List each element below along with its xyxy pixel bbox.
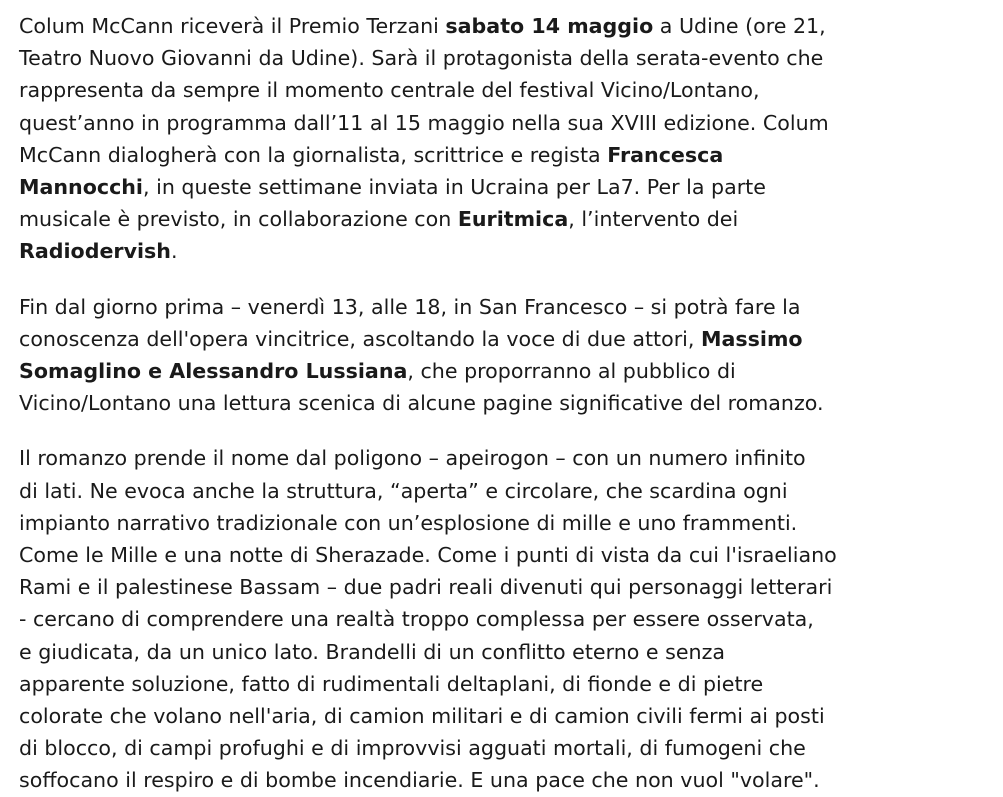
text-segment: quest’anno in programma dall’11 al 15 maggio nella sua XVIII edizione. Colum bbox=[19, 110, 829, 135]
text-segment: Colum McCann riceverà il Premio Terzani bbox=[19, 14, 446, 38]
text-line bbox=[19, 475, 987, 507]
text-segment: - cercano di comprendere una realtà troppo complessa per essere osservata, bbox=[19, 607, 814, 632]
text-segment: impianto narrativo tradizionale con un’esplosione di mille e uno frammenti. bbox=[19, 510, 798, 535]
text-segment: Fin dal giorno prima – venerdì 13, alle 18, in San Francesco – si potrà fare la bbox=[19, 294, 801, 319]
text-line bbox=[19, 235, 987, 267]
text-segment: apparente soluzione, fatto di rudimentali deltaplani, di fionde e di pietre bbox=[19, 671, 764, 696]
bold-text: Massimo bbox=[701, 326, 803, 351]
bold-text: Radiodervish bbox=[19, 239, 171, 264]
text-segment: Teatro Nuovo Giovanni da Udine). Sarà il protagonista della serata-evento che bbox=[19, 46, 824, 71]
text-segment: . bbox=[170, 239, 178, 264]
article-paragraph bbox=[19, 10, 987, 268]
text-segment: , l’intervento dei bbox=[568, 207, 739, 232]
text-segment: Rami e il palestinese Bassam – due padri reali divenuti qui personaggi letterari bbox=[19, 575, 833, 600]
article-paragraph bbox=[19, 291, 987, 420]
text-line bbox=[19, 539, 987, 571]
text-segment: McCann dialogherà con la giornalista, scrittrice e regista bbox=[19, 142, 608, 167]
text-line bbox=[19, 355, 987, 387]
text-line bbox=[19, 10, 987, 42]
text-line bbox=[19, 107, 987, 139]
text-line bbox=[19, 442, 987, 474]
text-segment: Come le Mille e una notte di Sherazade. Come i punti di vista da cui l'israeliano bbox=[19, 543, 837, 568]
bold-text: sabato 14 maggio bbox=[445, 14, 654, 38]
bold-text: Mannocchi bbox=[19, 175, 143, 200]
text-line bbox=[19, 571, 987, 603]
text-segment: a Udine (ore 21, bbox=[653, 14, 826, 38]
bold-text: Euritmica bbox=[457, 207, 569, 232]
article-paragraph bbox=[19, 442, 987, 796]
text-segment: di blocco, di campi profughi e di improvvisi agguati mortali, di fumogeni che bbox=[19, 736, 806, 761]
text-segment: e giudicata, da un unico lato. Brandelli di un conflitto eterno e senza bbox=[19, 639, 725, 664]
text-line bbox=[19, 636, 987, 668]
text-segment: rappresenta da sempre il momento centrale del festival Vicino/Lontano, bbox=[19, 78, 760, 103]
text-line bbox=[19, 732, 987, 764]
text-line bbox=[19, 291, 987, 323]
text-segment: musicale è previsto, in collaborazione con bbox=[19, 207, 458, 232]
text-line bbox=[19, 700, 987, 732]
text-line bbox=[19, 507, 987, 539]
text-segment: di lati. Ne evoca anche la struttura, “aperta” e circolare, che scardina ogni bbox=[19, 478, 788, 503]
text-segment: soffocano il respiro e di bombe incendiarie. E una pace che non vuol "volare". bbox=[19, 768, 820, 793]
bold-text: Somaglino e Alessandro Lussiana bbox=[19, 359, 408, 384]
text-line bbox=[19, 603, 987, 635]
text-line bbox=[19, 171, 987, 203]
text-segment: Vicino/Lontano una lettura scenica di alcune pagine significative del romanzo. bbox=[19, 391, 824, 416]
text-line bbox=[19, 668, 987, 700]
text-line bbox=[19, 139, 987, 171]
text-segment: colorate che volano nell'aria, di camion militari e di camion civili fermi ai posti bbox=[19, 704, 825, 729]
text-line bbox=[19, 42, 987, 74]
text-line bbox=[19, 74, 987, 106]
text-line bbox=[19, 387, 987, 419]
text-line bbox=[19, 764, 987, 796]
text-segment: , in queste settimane inviata in Ucraina per La7. Per la parte bbox=[143, 175, 766, 200]
text-segment: conoscenza dell'opera vincitrice, ascoltando la voce di due attori, bbox=[19, 326, 701, 351]
bold-text: Francesca bbox=[607, 142, 724, 167]
text-line bbox=[19, 323, 987, 355]
text-segment: , che proporranno al pubblico di bbox=[407, 359, 736, 384]
text-line bbox=[19, 203, 987, 235]
text-segment: Il romanzo prende il nome dal poligono – apeirogon – con un numero infinito bbox=[19, 446, 806, 471]
